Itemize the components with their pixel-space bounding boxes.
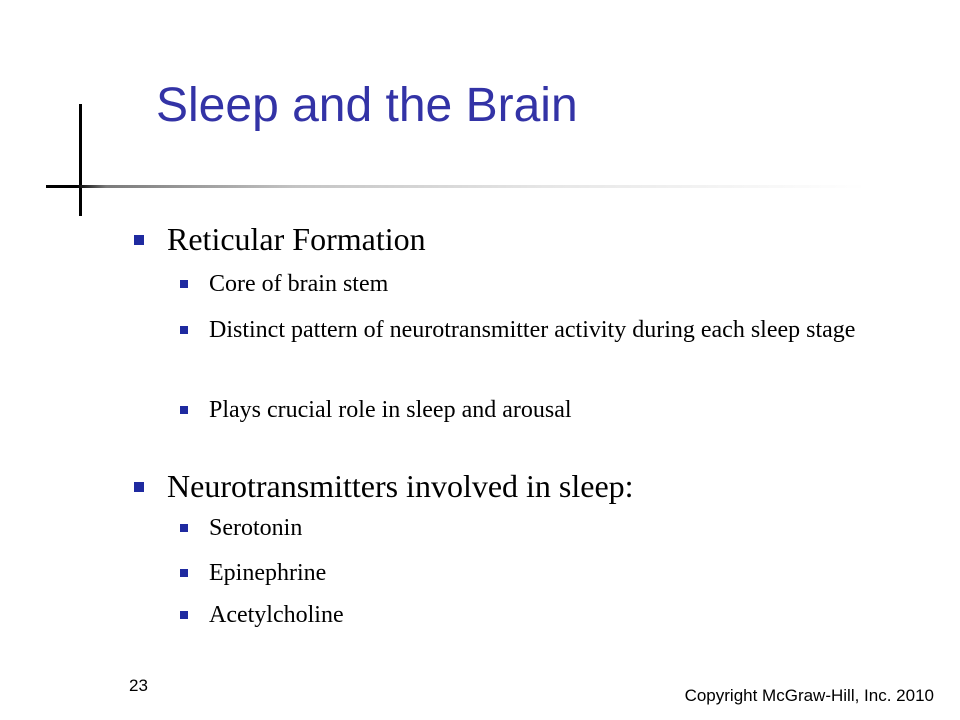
slide-title: Sleep and the Brain <box>156 79 578 132</box>
list-item-text: Plays crucial role in sleep and arousal <box>209 397 572 423</box>
vertical-accent-line <box>79 104 82 216</box>
list-item-text: Acetylcholine <box>209 602 344 628</box>
section-heading-neurotransmitters <box>134 467 834 505</box>
list-item <box>180 512 880 544</box>
list-item-text: Epinephrine <box>209 560 327 586</box>
list-item <box>180 268 880 300</box>
list-item-text: Serotonin <box>209 515 303 541</box>
list-item <box>180 394 880 426</box>
list-item <box>180 599 880 631</box>
list-item-text: Core of brain stem <box>209 271 389 297</box>
square-bullet-icon <box>180 569 188 577</box>
square-bullet-icon <box>134 482 144 492</box>
list-item <box>180 557 880 589</box>
square-bullet-icon <box>180 524 188 532</box>
section-heading-text: Neurotransmitters involved in sleep: <box>167 468 634 504</box>
copyright-notice: Copyright McGraw-Hill, Inc. 2010 <box>684 686 934 705</box>
list-item <box>180 314 880 378</box>
square-bullet-icon <box>180 326 188 334</box>
slide-number: 23 <box>129 676 148 695</box>
square-bullet-icon <box>134 235 144 245</box>
list-item-text: Distinct pattern of neurotransmitter activity during each sleep stage <box>209 317 856 343</box>
square-bullet-icon <box>180 611 188 619</box>
square-bullet-icon <box>180 280 188 288</box>
square-bullet-icon <box>180 406 188 414</box>
section-heading-reticular-formation <box>134 220 834 258</box>
section-heading-text: Reticular Formation <box>167 221 426 257</box>
horizontal-accent-line <box>46 185 866 188</box>
